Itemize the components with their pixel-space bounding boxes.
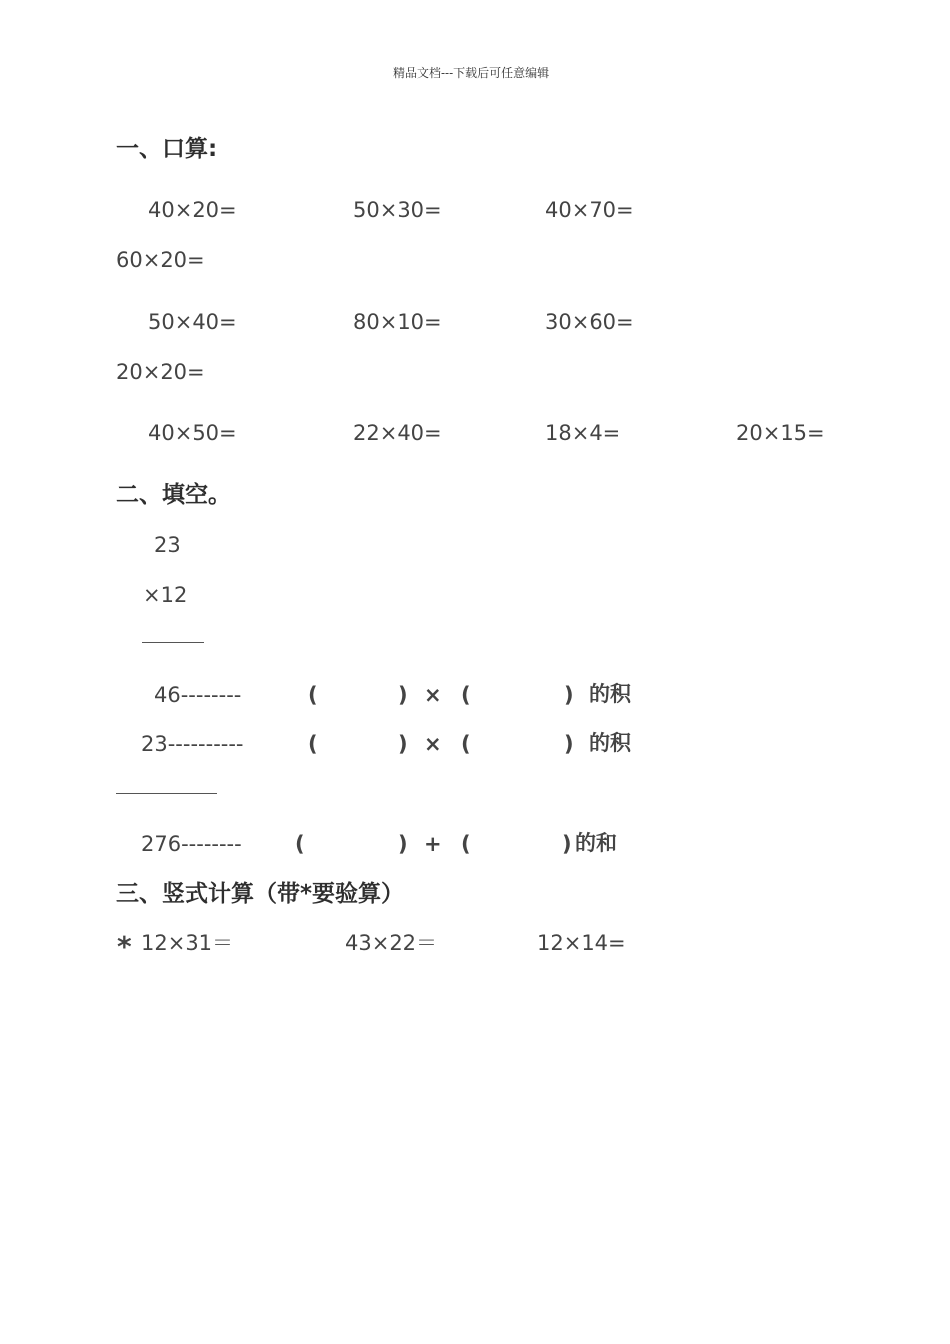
equation-2-4: 20×20= [116,360,205,384]
multiplier: ×12 [143,583,188,607]
line1-open-paren-2: ( [461,683,471,707]
equation-1-1: 40×20= [148,198,237,222]
verify-star: * [117,930,132,963]
equation-2-3: 30×60= [545,310,634,334]
equation-2-2: 80×10= [353,310,442,334]
section-2-title: 二、填空。 [116,482,231,508]
line3-suffix: 的和 [575,831,617,855]
equation-3-3: 18×4= [545,421,621,445]
multiplicand: 23 [154,533,181,557]
line2-open-paren-1: ( [308,732,318,756]
line2-operator: × [424,732,442,756]
line1-close-paren-1: ) [398,683,408,707]
section-1-title: 一、口算: [116,136,218,162]
line3-close-paren-1: ) [398,832,408,856]
line1-close-paren-2: ) [564,683,574,707]
final-product: 276-------- [141,832,242,856]
vertical-calc-1: 12×31＝ [141,931,234,955]
equation-3-4: 20×15= [736,421,825,445]
equation-3-2: 22×40= [353,421,442,445]
equation-2-1: 50×40= [148,310,237,334]
sum-rule [116,793,217,794]
equation-1-4: 60×20= [116,248,205,272]
equation-1-2: 50×30= [353,198,442,222]
line1-suffix: 的积 [589,682,631,706]
line1-operator: × [424,683,442,707]
page-header: 精品文档---下载后可任意编辑 [393,66,550,80]
vertical-calc-3: 12×14= [537,931,626,955]
line3-operator: + [424,832,442,856]
line3-open-paren-2: ( [461,832,471,856]
vertical-calc-2: 43×22＝ [345,931,438,955]
line3-close-paren-2: ) [562,832,572,856]
line2-close-paren-2: ) [564,732,574,756]
equation-1-3: 40×70= [545,198,634,222]
line2-close-paren-1: ) [398,732,408,756]
line3-open-paren-1: ( [295,832,305,856]
section-3-title: 三、竖式计算（带*要验算） [116,881,405,907]
partial-product-rule [142,642,204,643]
partial-product-1: 46-------- [154,683,242,707]
partial-product-2: 23---------- [141,732,244,756]
line2-open-paren-2: ( [461,732,471,756]
equation-3-1: 40×50= [148,421,237,445]
line1-open-paren-1: ( [308,683,318,707]
line2-suffix: 的积 [589,731,631,755]
